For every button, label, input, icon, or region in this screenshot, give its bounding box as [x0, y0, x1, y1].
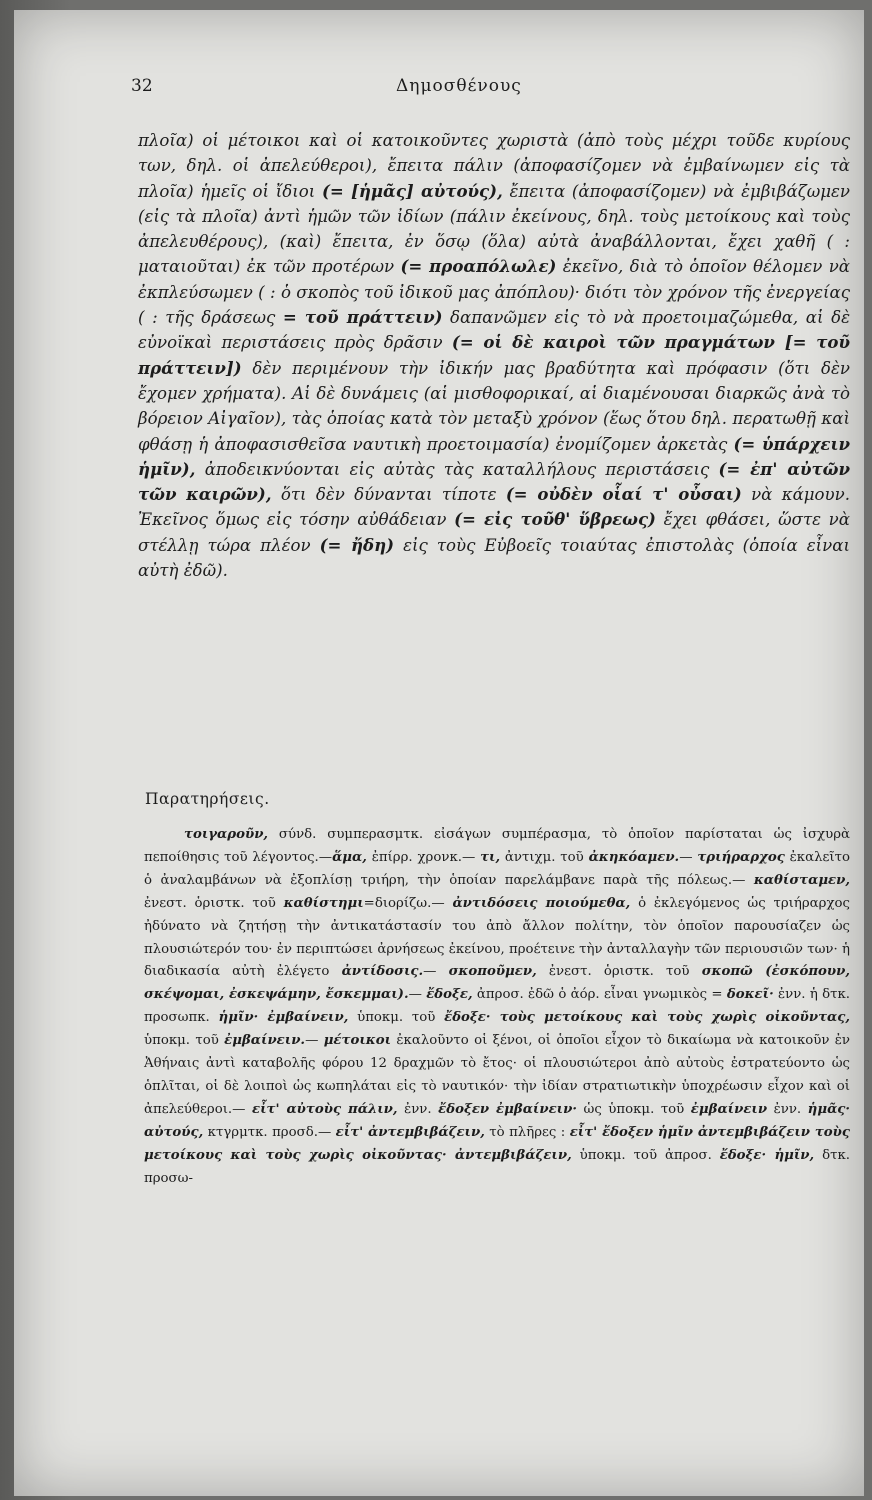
notes-paragraph: τοιγαροῦν, σύνδ. συμπερασμτκ. εἰσάγων συμπέρασμα, τὸ ὁποῖον παρίσταται ὡς ἰσχυρὰ πεποίθησις τοῦ λέγοντος.—ἅμα, ἐπίρρ. χρονκ.— τι, ἀντιχμ. τοῦ ἀκηκόαμεν.— τριήραρχος ἐκαλεῖτο ὁ ἀναλαμβάνων νὰ ἐξοπλίσῃ τριήρη, τὴν ὁποίαν παρελάμβανε παρὰ τῆς πόλεως.— καθίσταμεν, ἐνεστ. ὁριστκ. τοῦ καθίστημι=διορίζω.— ἀντιδόσεις ποιούμεθα, ὁ ἐκλεγόμενος ὡς τριήραρχος ἠδύνατο νὰ ζητήσῃ τὴν ἀντικατάστασίν του ἀπὸ ἄλλον πολίτην, τὸν ὁποῖον παρουσίαζεν ὡς πλουσιώτερόν του· ἐν περιπτώσει ἀρνήσεως ἐκείνου, προέτεινε τὴν ἀνταλλαγὴν τῶν περιουσιῶν των· ἡ διαδικασία αὐτὴ ἐλέγετο ἀντίδοσις.— σκοποῦμεν, ἐνεστ. ὁριστκ. τοῦ σκοπῶ (ἐσκόπουν, σκέψομαι, ἐσκεψάμην, ἔσκεμμαι).— ἔδοξε, ἀπροσ. ἐδῶ ὁ ἀόρ. εἶναι γνωμικὸς = δοκεῖ· ἐνν. ἡ δτκ. προσωπκ. ἡμῖν· ἐμβαίνειν, ὑποκμ. τοῦ ἔδοξε· τοὺς μετοίκους καὶ τοὺς χωρὶς οἰκοῦντας, ὑποκμ. τοῦ ἐμβαίνειν.— μέτοικοι ἐκαλοῦντο οἱ ξένοι, οἱ ὁποῖοι εἶχον τὸ δικαίωμα νὰ κατοικοῦν ἐν Ἀθήναις ἀντὶ καταβολῆς φόρου 12 δραχμῶν τὸ ἔτος· οἱ πλουσιώτεροι ἀπὸ αὐτοὺς ἐστρατεύοντο ὡς ὁπλῖται, οἱ δὲ λοιποὶ ὡς κωπηλάται εἰς τὸ ναυτικόν· τὴν ἰδίαν στρατιωτικὴν ὑποχρέωσιν εἶχον καὶ οἱ ἀπελεύθεροι.— εἶτ' αὐτοὺς πάλιν, ἐνν. ἔδοξεν ἐμβαίνειν· ὡς ὑποκμ. τοῦ ἐμβαίνειν ἐνν. ἡμᾶς· αὐτούς, κτγρμτκ. προσδ.— εἶτ' ἀντεμβιβάζειν, τὸ πλῆρες : εἶτ' ἔδοξεν ἡμῖν ἀντεμβιβάζειν τοὺς μετοίκους καὶ τοὺς χωρὶς οἰκοῦντας· ἀντεμβιβάζειν, ὑποκμ. τοῦ ἀπροσ. ἔδοξε· ἡμῖν, δτκ. προσω-	[144, 827, 851, 1186]
translation-paragraph: πλοῖα) οἱ μέτοικοι καὶ οἱ κατοικοῦντες χωριστὰ (ἀπὸ τοὺς μέχρι τοῦδε κυρίους των, δηλ. οἱ ἀπελεύθεροι), ἔπειτα πάλιν (ἀποφασίζομεν νὰ ἐμβαίνωμεν εἰς τὰ πλοῖα) ἡμεῖς οἱ ἴδιοι (= [ἡμᾶς] αὐτούς), ἔπειτα (ἀποφασίζομεν) νὰ ἐμβιβάζωμεν (εἰς τὰ πλοῖα) ἀντὶ ἡμῶν τῶν ἰδίων (πάλιν ἐκείνους, δηλ. τοὺς μετοίκους καὶ τοὺς ἀπελευθέρους), (καὶ) ἔπειτα, ἐν ὅσῳ (ὅλα) αὐτὰ ἀναβάλλονται, ἔχει χαθῆ ( : ματαιοῦται) ἐκ τῶν προτέρων (= προαπόλωλε) ἐκεῖνο, διὰ τὸ ὁποῖον θέλομεν νὰ ἐκπλεύσωμεν ( : ὁ σκοπὸς τοῦ ἰδικοῦ μας ἀπόπλου)· διότι τὸν χρόνον τῆς ἐνεργείας ( : τῆς δράσεως = τοῦ πράττειν) δαπανῶμεν εἰς τὸ νὰ προετοιμαζώμεθα, αἱ δὲ εὐνοϊκαὶ περιστάσεις πρὸς δρᾶσιν (= οἱ δὲ καιροὶ τῶν πραγμάτων [= τοῦ πράττειν]) δὲν περιμένουν τὴν ἰδικήν μας βραδύτητα καὶ πρόφασιν (ὅτι δὲν ἔχομεν χρήματα). Αἱ δὲ δυνάμεις (αἱ μισθοφορικαί, αἱ διαμένουσαι διαρκῶς ἀνὰ τὸ βόρειον Αἰγαῖον), τὰς ὁποίας κατὰ τὸν μεταξὺ χρόνον (ἕως ὅτου δηλ. περατωθῇ καὶ φθάσῃ ἡ ἀποφασισθεῖσα ναυτικὴ προετοιμασία) ἐνομίζομεν ἀρκετὰς (= ὑπάρχειν ἡμῖν), ἀποδεικνύονται εἰς αὐτὰς τὰς καταλλήλους περιστάσεις (= ἐπ' αὐτῶν τῶν καιρῶν), ὅτι δὲν δύνανται τίποτε (= οὐδὲν οἷαί τ' οὖσαι) νὰ κάμουν. Ἐκεῖνος ὅμως εἰς τόσην αὐθάδειαν (= εἰς τοῦθ' ὕβρεως) ἔχει φθάσει, ὥστε νὰ στέλλῃ τώρα πλέον (= ἤδη) εἰς τοὺς Εὐβοεῖς τοιαύτας ἐπιστολὰς (ὁποία εἶναι αὐτὴ ἐδῶ).	[138, 131, 851, 581]
running-title: Δημοσθένους	[396, 76, 522, 96]
page-number: 32	[131, 76, 153, 96]
page-header	[131, 76, 851, 100]
notes-text	[144, 824, 850, 1191]
translation-text	[138, 128, 850, 583]
notes-heading: Παρατηρήσεις.	[145, 790, 270, 808]
